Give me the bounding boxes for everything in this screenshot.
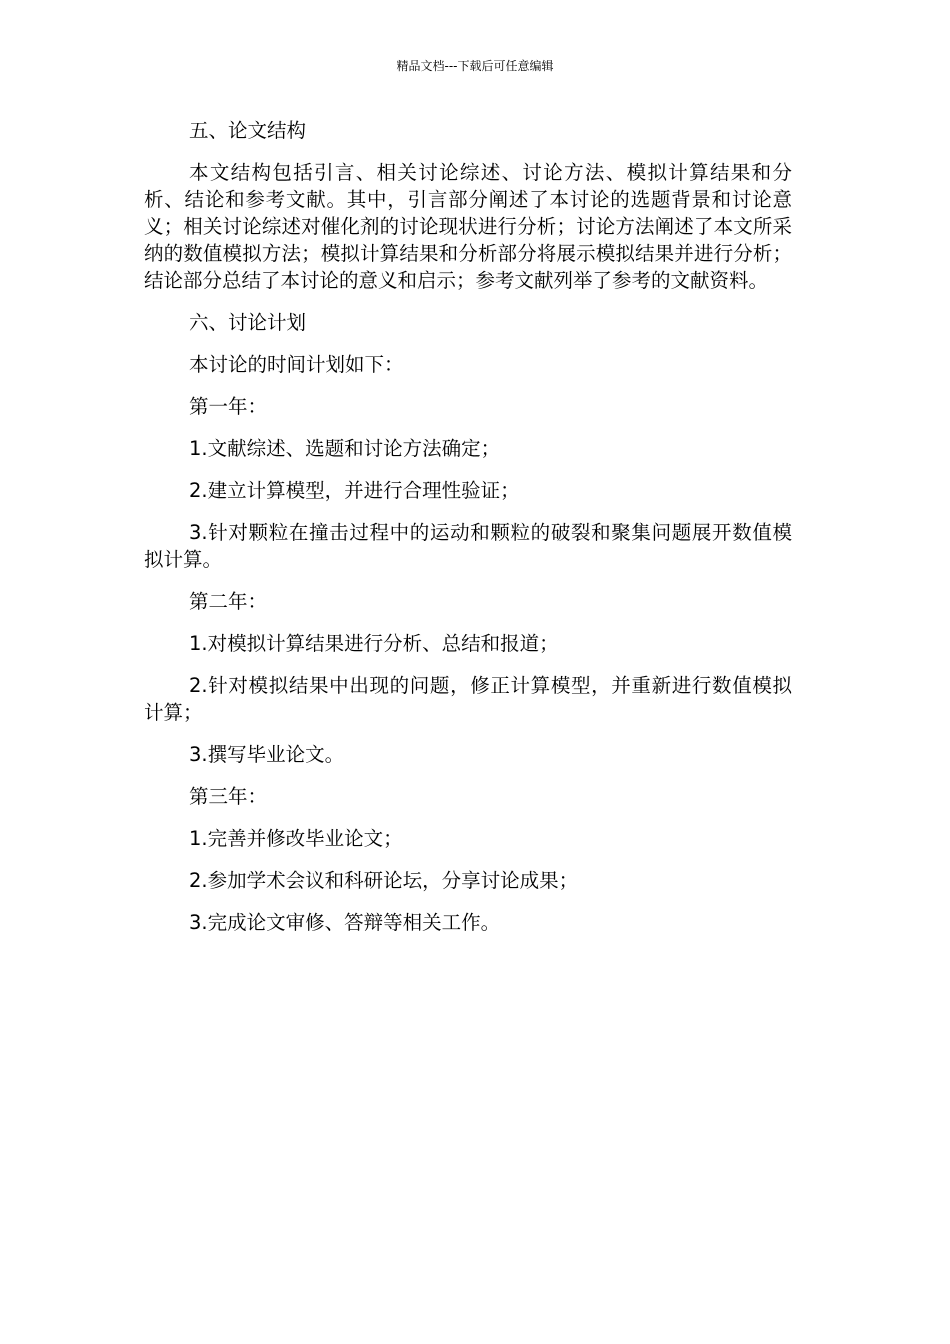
year-one-item-2: 2.建立计算模型，并进行合理性验证； [189,479,520,502]
year-two-heading: 第二年： [189,590,268,613]
year-three-item-3: 3.完成论文审修、答辩等相关工作。 [189,911,501,934]
year-one-heading: 第一年： [189,395,268,418]
year-two-item-2: 2.针对模拟结果中出现的问题，修正计算模型，并重新进行数值模拟计算； [144,674,792,724]
document-body [144,117,792,951]
section-heading-plan: 六、讨论计划 [189,311,307,334]
year-three-item-1: 1.完善并修改毕业论文； [189,827,403,850]
section-heading-structure: 五、论文结构 [189,119,307,142]
year-three-heading: 第三年： [189,785,268,808]
year-three-item-2: 2.参加学术会议和科研论坛，分享讨论成果； [189,869,579,892]
year-two-item-1: 1.对模拟计算结果进行分析、总结和报道； [189,632,559,655]
year-two-item-3: 3.撰写毕业论文。 [189,743,345,766]
year-one-item-3: 3.针对颗粒在撞击过程中的运动和颗粒的破裂和聚集问题展开数值模拟计算。 [144,521,792,571]
year-one-item-1: 1.文献综述、选题和讨论方法确定； [189,437,501,460]
paragraph-plan-intro: 本讨论的时间计划如下： [189,353,404,376]
page-header: 精品文档---下载后可任意编辑 [396,59,554,73]
paragraph-structure-description: 本文结构包括引言、相关讨论综述、讨论方法、模拟计算结果和分析、结论和参考文献。其中，引言部分阐述了本讨论的选题背景和讨论意义；相关讨论综述对催化剂的讨论现状进行分析；讨论方法阐述了本文所采纳的数值模拟方法；模拟计算结果和分析部分将展示模拟结果并进行分析；结论部分总结了本讨论的意义和启示；参考文献列举了参考的文献资料。 [144,161,792,292]
